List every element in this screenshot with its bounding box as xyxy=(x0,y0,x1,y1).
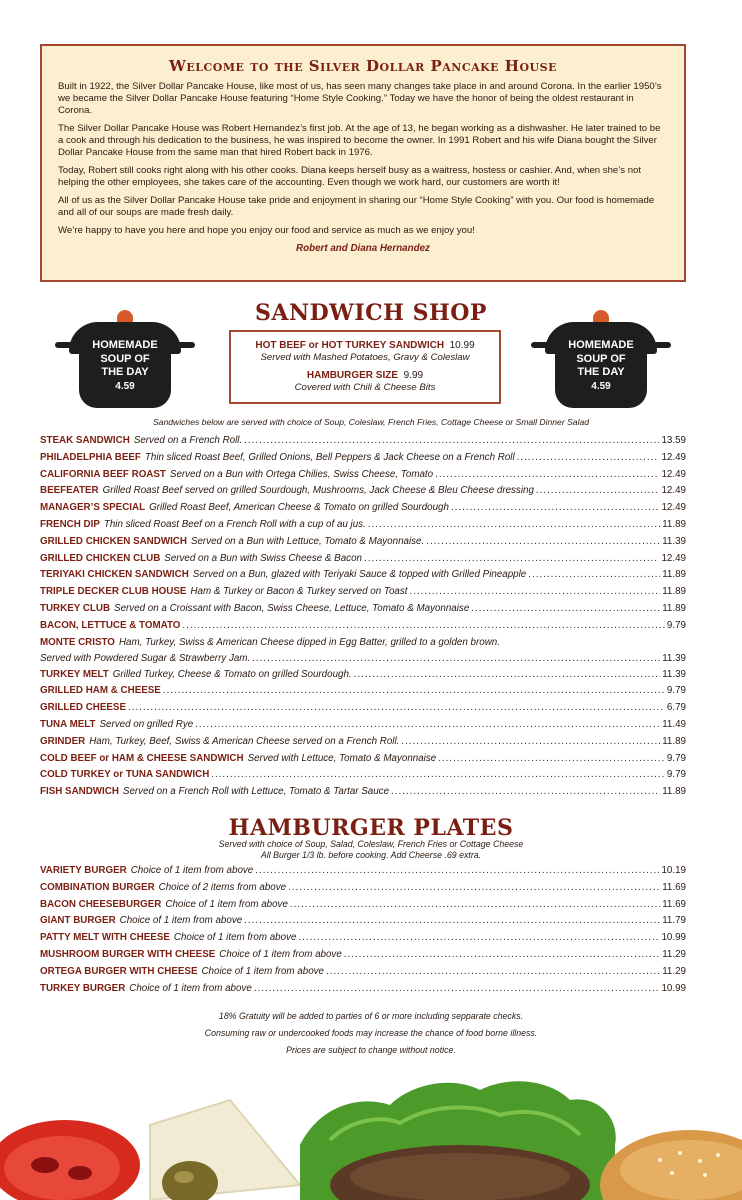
soup-price: 4.59 xyxy=(115,380,135,392)
menu-item: MUSHROOM BURGER WITH CHEESE Choice of 1 item from above ..... 11.29 xyxy=(40,949,686,966)
menu-item: ORTEGA BURGER WITH CHEESE Choice of 1 item from above ..... 11.29 xyxy=(40,966,686,983)
menu-item: VARIETY BURGER Choice of 1 item from above ..... 10.19 xyxy=(40,865,686,882)
welcome-paragraph: Built in 1922, the Silver Dollar Pancake House, like most of us, has seen many changes take place in and around Corona. In the earlier 1950’s we became the Silver Dollar Pancake House featuring “Home Style Cooking.” Today we have the honor of being the oldest restaurant in Corona. xyxy=(58,81,662,116)
special-item: HOT BEEF or HOT TURKEY SANDWICH 10.99 xyxy=(255,340,475,351)
menu-item: STEAK SANDWICH Served on a French Roll. ..... 13.59 xyxy=(40,435,686,452)
menu-item: PATTY MELT WITH CHEESE Choice of 1 item from above ..... 10.99 xyxy=(40,932,686,949)
menu-item: BACON, LETTUCE & TOMATO ..... 9.79 xyxy=(40,620,686,637)
welcome-paragraph: Today, Robert still cooks right along with his other cooks. Diana keeps herself busy as a waitress, hostess or cashier. And, when she’s not helping the other employees, she takes care of the accounting. Even though we work hard, our customers are worth it! xyxy=(58,165,642,188)
welcome-signature: Robert and Diana Hernandez xyxy=(296,243,430,254)
menu-item: MANAGER’S SPECIAL Grilled Roast Beef, American Cheese & Tomato on grilled Sourdough ..... 12.49 xyxy=(40,502,686,519)
menu-item: FISH SANDWICH Served on a French Roll with Lettuce, Tomato & Tartar Sauce ..... 11.89 xyxy=(40,786,686,803)
soup-of-the-day-label: HOMEMADE SOUP OF THE DAY 4.59 xyxy=(67,339,183,393)
menu-item: TERIYAKI CHICKEN SANDWICH Served on a Bun, glazed with Teriyaki Sauce & topped with Grilled Pineapple ..... 11.89 xyxy=(40,569,686,586)
special-desc: Covered with Chili & Cheese Bits xyxy=(294,382,436,393)
food-safety-note: Consuming raw or undercooked foods may increase the chance of food borne illness. xyxy=(204,1028,538,1038)
food-illustration xyxy=(0,1065,742,1200)
menu-item: GRILLED CHICKEN CLUB Served on a Bun with Swiss Cheese & Bacon ..... 12.49 xyxy=(40,553,686,570)
menu-item: GRILLED HAM & CHEESE ..... 9.79 xyxy=(40,685,686,702)
soup-pot-icon xyxy=(67,306,183,410)
specials-box xyxy=(229,330,501,404)
menu-item: TURKEY MELT Grilled Turkey, Cheese & Tomato on grilled Sourdough. ..... 11.39 xyxy=(40,669,686,686)
welcome-paragraph: All of us as the Silver Dollar Pancake House take pride and enjoyment in sharing our “Home Style Cooking” with you. Our food is homemade and all of our soups are made fresh daily. xyxy=(58,195,655,218)
sandwich-shop-title: SANDWICH SHOP xyxy=(255,300,487,326)
welcome-panel xyxy=(40,44,686,282)
special-desc: Served with Mashed Potatoes, Gravy & Coleslaw xyxy=(260,352,470,363)
sandwich-menu xyxy=(40,435,686,803)
sandwich-note: Sandwiches below are served with choice of Soup, Coleslaw, French Fries, Cottage Cheese or Small Dinner Salad xyxy=(152,417,590,427)
menu-item: GRINDER Ham, Turkey, Beef, Swiss & American Cheese served on a French Roll. ..... 11.89 xyxy=(40,736,686,753)
hamburger-plates-desc: Served with choice of Soup, Salad, Coleslaw, French Fries or Cottage Cheese All Burger 1/3 lb. before cooking. Add Cheerse .69 extra. xyxy=(218,839,524,860)
menu-item: CALIFORNIA BEEF ROAST Served on a Bun with Ortega Chilies, Swiss Cheese, Tomato ..... 12.49 xyxy=(40,469,686,486)
welcome-title: Welcome to the Silver Dollar Pancake House xyxy=(169,57,557,75)
menu-item: TRIPLE DECKER CLUB HOUSE Ham & Turkey or Bacon & Turkey served on Toast ..... 11.89 xyxy=(40,586,686,603)
menu-item: GIANT BURGER Choice of 1 item from above ..... 11.79 xyxy=(40,915,686,932)
menu-item: BEEFEATER Grilled Roast Beef served on grilled Sourdough, Mushrooms, Jack Cheese & Bleu Cheese dressing ..... 12.49 xyxy=(40,485,686,502)
menu-item: PHILADELPHIA BEEF Thin sliced Roast Beef, Grilled Onions, Bell Peppers & Jack Cheese on a French Roll ..... 12.49 xyxy=(40,452,686,469)
menu-item: FRENCH DIP Thin sliced Roast Beef on a French Roll with a cup of au jus. ..... 11.89 xyxy=(40,519,686,536)
menu-item: COLD TURKEY or TUNA SANDWICH ..... 9.79 xyxy=(40,769,686,786)
menu-item: TURKEY BURGER Choice of 1 item from above ..... 10.99 xyxy=(40,983,686,1000)
soup-pot-icon xyxy=(543,306,659,410)
menu-item: GRILLED CHICKEN SANDWICH Served on a Bun with Lettuce, Tomato & Mayonnaise. ..... 11.39 xyxy=(40,536,686,553)
menu-item: GRILLED CHEESE ..... 6.79 xyxy=(40,702,686,719)
menu-item: MONTE CRISTO Ham, Turkey, Swiss & American Cheese dipped in Egg Batter, grilled to a golden brown. Served with Powdered Sugar & Strawberry Jam. ..... 11.39 xyxy=(40,637,686,669)
menu-item: COMBINATION BURGER Choice of 2 items from above ..... 11.69 xyxy=(40,882,686,899)
welcome-paragraph: We’re happy to have you here and hope you enjoy our food and service as much as we enjoy you! xyxy=(58,225,475,236)
menu-item: TUNA MELT Served on grilled Rye ..... 11.49 xyxy=(40,719,686,736)
gratuity-note: 18% Gratuity will be added to parties of 6 or more including sepparate checks. xyxy=(218,1011,524,1021)
menu-item: COLD BEEF or HAM & CHEESE SANDWICH Served with Lettuce, Tomato & Mayonnaise ..... 9.79 xyxy=(40,753,686,770)
special-item: HAMBURGER SIZE 9.99 xyxy=(306,370,424,381)
hamburger-plates-title: HAMBURGER PLATES xyxy=(228,815,514,841)
soup-price: 4.59 xyxy=(591,380,611,392)
menu-item: BACON CHEESEBURGER Choice of 1 item from above ..... 11.69 xyxy=(40,899,686,916)
soup-of-the-day-label: HOMEMADE SOUP OF THE DAY 4.59 xyxy=(543,339,659,393)
hamburger-menu xyxy=(40,865,686,999)
price-note: Prices are subject to change without notice. xyxy=(286,1045,456,1055)
welcome-paragraph: The Silver Dollar Pancake House was Robert Hernandez’s first job. At the age of 13, he began working as a dishwasher. He later trained to be a cook and through his dedication to the business, he was inspired to become the owner. In 1991 Robert and his wife Diana bought the Silver Dollar Pancake House from the same man that hired Robert back in 1976. xyxy=(58,123,661,158)
menu-item: TURKEY CLUB Served on a Croissant with Bacon, Swiss Cheese, Lettuce, Tomato & Mayonnaise ..... 11.89 xyxy=(40,603,686,620)
